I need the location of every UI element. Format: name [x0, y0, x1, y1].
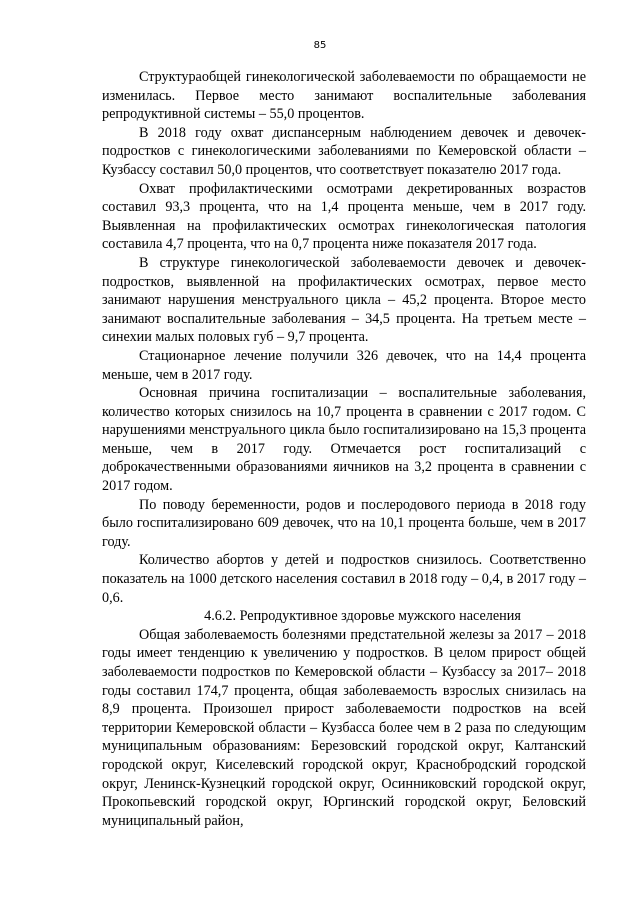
paragraph: В структуре гинекологической заболеваемости девочек и девочек-подростков, выявленной на профилактических осмотрах, первое место занимают нарушения менструального цикла – 45,2 процента. Второе место занимают воспалительные заболевания – 34,5 процента. На третьем месте – синехии малых половых губ – 9,7 процента. — [102, 254, 586, 346]
section-heading: 4.6.2. Репродуктивное здоровье мужского населения — [204, 608, 521, 625]
paragraph: Структураобщей гинекологической заболеваемости по обращаемости не изменилась. Первое место занимают воспалительные заболевания репродуктивной системы – 55,0 процентов. — [102, 69, 586, 123]
paragraph: Количество абортов у детей и подростков снизилось. Соответственно показатель на 1000 детского населения составил в 2018 году – 0,4, в 2017 году – 0,6. — [102, 552, 586, 606]
document-body — [102, 68, 586, 830]
paragraph: Стационарное лечение получили 326 девочек, что на 14,4 процента меньше, чем в 2017 году. — [102, 347, 586, 383]
paragraph: Общая заболеваемость болезнями предстательной железы за 2017 – 2018 годы имеет тенденцию к увеличению у подростков. В целом прирост общей заболеваемости подростков по Кемеровской области – Кузбассу за 2017– 2018 годы составил 174,7 процента, общая заболеваемость взрослых снизилась на 8,9 процента. Произошел прирост заболеваемости подростков на всей территории Кемеровской области – Кузбасса более чем в 2 раза по следующим муниципальным образованиям: Березовский городской округ, Калтанский городской округ, Киселевский городской округ, Краснобродский городской округ, Ленинск-Кузнецкий городской округ, Осинниковский городской округ, Прокопьевский городской округ, Юргинский городской округ, Беловский муниципальный район, — [102, 626, 586, 829]
paragraph: В 2018 году охват диспансерным наблюдением девочек и девочек-подростков с гинекологическими заболеваниями по Кемеровской области – Кузбассу составил 50,0 процентов, что соответствует показателю 2017 года. — [102, 124, 586, 178]
paragraph: По поводу беременности, родов и послеродового периода в 2018 году было госпитализировано 609 девочек, что на 10,1 процента больше, чем в 2017 году. — [102, 496, 586, 550]
page-number: 85 — [313, 40, 327, 51]
paragraph: Охват профилактическими осмотрами декретированных возрастов составил 93,3 процента, что на 1,4 процента меньше, чем в 2017 году. Выявленная на профилактических осмотрах гинекологическая патология составила 4,7 процента, что на 0,7 процента ниже показателя 2017 года. — [102, 180, 586, 253]
paragraph: Основная причина госпитализации – воспалительные заболевания, количество которых снизилось на 10,7 процента в сравнении с 2017 годом. С нарушениями менструального цикла было госпитализировано на 15,3 процента меньше, чем в 2017 году. Отмечается рост госпитализаций с доброкачественными образованиями яичников на 3,2 процента в сравнении с 2017 годом. — [102, 385, 586, 495]
